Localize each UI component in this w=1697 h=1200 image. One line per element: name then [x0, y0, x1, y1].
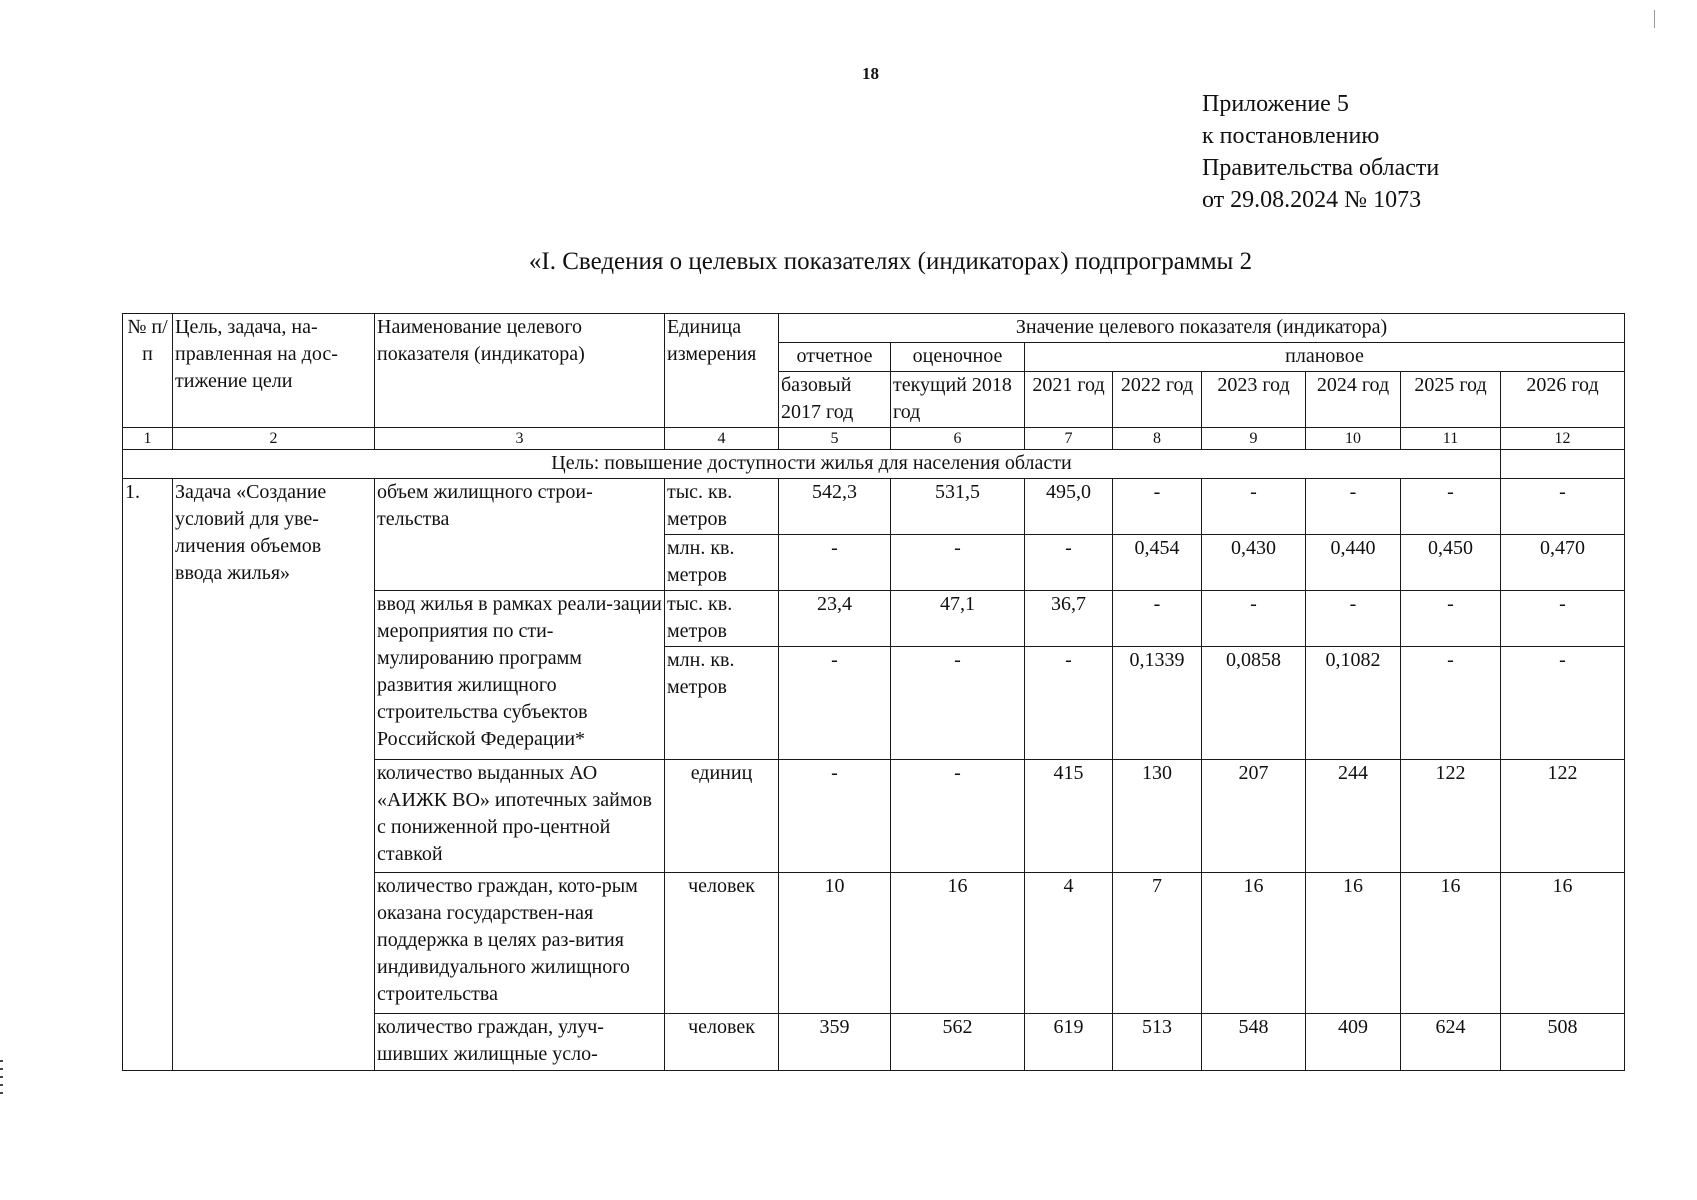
- header-value-group: Значение целевого показателя (индикатора): [779, 314, 1625, 343]
- value-cell: 359: [779, 1014, 891, 1071]
- header-year-2026: 2026 год: [1501, 372, 1625, 428]
- value-cell: -: [1202, 591, 1306, 647]
- header-planned: плановое: [1025, 343, 1625, 372]
- value-cell: 513: [1113, 1014, 1202, 1071]
- header-goal: Цель, задача, на-правленная на дос-тижение цели: [173, 314, 375, 428]
- column-number: 12: [1501, 428, 1625, 450]
- column-number: 6: [891, 428, 1025, 450]
- goal-row-empty-cell: [1501, 450, 1625, 479]
- table-title: [0, 248, 1697, 276]
- table-title-text: «I. Сведения о целевых показателях (индикаторах) подпрограммы 2: [528, 248, 1253, 275]
- value-cell: 16: [1501, 873, 1625, 1014]
- value-cell: 0,450: [1401, 535, 1501, 591]
- value-cell: 495,0: [1025, 479, 1113, 535]
- value-cell: 409: [1306, 1014, 1401, 1071]
- column-number: 1: [123, 428, 173, 450]
- table-row: [123, 479, 1625, 535]
- column-number: 11: [1401, 428, 1501, 450]
- column-number: 5: [779, 428, 891, 450]
- column-number-row: [123, 428, 1625, 450]
- value-cell: 122: [1401, 760, 1501, 873]
- value-cell: -: [1113, 591, 1202, 647]
- scan-margin-marks: [0, 1060, 3, 1100]
- value-cell: 542,3: [779, 479, 891, 535]
- value-cell: -: [891, 760, 1025, 873]
- value-cell: 0,1339: [1113, 647, 1202, 760]
- appendix-line: Правительства области: [1202, 155, 1440, 181]
- header-num: № п/п: [123, 314, 173, 428]
- value-cell: -: [779, 647, 891, 760]
- value-cell: -: [1501, 647, 1625, 760]
- value-cell: 130: [1113, 760, 1202, 873]
- value-cell: -: [1306, 479, 1401, 535]
- unit-cell: тыс. кв. метров: [665, 479, 779, 535]
- unit-cell: млн. кв. метров: [665, 535, 779, 591]
- value-cell: 548: [1202, 1014, 1306, 1071]
- value-cell: -: [1202, 479, 1306, 535]
- indicator-name: количество граждан, кото-рым оказана государствен-ная поддержка в целях раз-вития индивидуального жилищного строительства: [375, 873, 665, 1014]
- indicator-name: количество граждан, улуч-шивших жилищные усло-: [375, 1014, 665, 1071]
- appendix-line: Приложение 5: [1202, 91, 1349, 117]
- value-cell: 4: [1025, 873, 1113, 1014]
- value-cell: 244: [1306, 760, 1401, 873]
- indicator-name: количество выданных АО «АИЖК ВО» ипотечных займов с пониженной про-центной ставкой: [375, 760, 665, 873]
- value-cell: 0,454: [1113, 535, 1202, 591]
- indicator-name: объем жилищного строи-тельства: [375, 479, 665, 591]
- value-cell: -: [1401, 647, 1501, 760]
- value-cell: 10: [779, 873, 891, 1014]
- appendix-line: к постановлению: [1202, 123, 1380, 149]
- value-cell: 36,7: [1025, 591, 1113, 647]
- indicator-name: ввод жилья в рамках реали-зации мероприятия по сти-мулированию программ развития жилищного строительства субъектов Российской Федерации*: [375, 591, 665, 760]
- value-cell: 0,430: [1202, 535, 1306, 591]
- column-number: 7: [1025, 428, 1113, 450]
- column-number: 10: [1306, 428, 1401, 450]
- value-cell: -: [891, 535, 1025, 591]
- value-cell: 16: [1401, 873, 1501, 1014]
- unit-cell: единиц: [665, 760, 779, 873]
- appendix-line: от 29.08.2024 № 1073: [1202, 187, 1422, 213]
- value-cell: 562: [891, 1014, 1025, 1071]
- column-number: 3: [375, 428, 665, 450]
- value-cell: -: [779, 760, 891, 873]
- column-number: 2: [173, 428, 375, 450]
- header-year-2023: 2023 год: [1202, 372, 1306, 428]
- column-number: 4: [665, 428, 779, 450]
- value-cell: 415: [1025, 760, 1113, 873]
- value-cell: -: [1025, 535, 1113, 591]
- header-year-2022: 2022 год: [1113, 372, 1202, 428]
- value-cell: 624: [1401, 1014, 1501, 1071]
- value-cell: -: [1501, 591, 1625, 647]
- header-year-2024: 2024 год: [1306, 372, 1401, 428]
- unit-cell: человек: [665, 1014, 779, 1071]
- task-number: 1.: [123, 479, 173, 1071]
- indicators-table: [122, 313, 1625, 1071]
- value-cell: 619: [1025, 1014, 1113, 1071]
- header-year-2021: 2021 год: [1025, 372, 1113, 428]
- value-cell: 508: [1501, 1014, 1625, 1071]
- scan-edge-mark: [1654, 10, 1655, 28]
- goal-row: [123, 450, 1625, 479]
- page-number: 18: [862, 64, 879, 83]
- column-number: 9: [1202, 428, 1306, 450]
- value-cell: 23,4: [779, 591, 891, 647]
- unit-cell: млн. кв. метров: [665, 647, 779, 760]
- value-cell: 0,470: [1501, 535, 1625, 591]
- task-label: Задача «Создание условий для уве-личения объемов ввода жилья»: [173, 479, 375, 1071]
- value-cell: 16: [891, 873, 1025, 1014]
- value-cell: -: [891, 647, 1025, 760]
- value-cell: 7: [1113, 873, 1202, 1014]
- value-cell: -: [1025, 647, 1113, 760]
- value-cell: 0,0858: [1202, 647, 1306, 760]
- header-indicator: Наименование целевого показателя (индикатора): [375, 314, 665, 428]
- value-cell: -: [1306, 591, 1401, 647]
- value-cell: 0,440: [1306, 535, 1401, 591]
- header-base-year: базовый 2017 год: [779, 372, 891, 428]
- header-current-year: текущий 2018 год: [891, 372, 1025, 428]
- value-cell: -: [779, 535, 891, 591]
- value-cell: 16: [1306, 873, 1401, 1014]
- header-estimated: оценочное: [891, 343, 1025, 372]
- column-number: 8: [1113, 428, 1202, 450]
- value-cell: -: [1501, 479, 1625, 535]
- header-reported: отчетное: [779, 343, 891, 372]
- header-unit: Единица измерения: [665, 314, 779, 428]
- value-cell: 531,5: [891, 479, 1025, 535]
- value-cell: 47,1: [891, 591, 1025, 647]
- unit-cell: тыс. кв. метров: [665, 591, 779, 647]
- value-cell: 16: [1202, 873, 1306, 1014]
- value-cell: 207: [1202, 760, 1306, 873]
- unit-cell: человек: [665, 873, 779, 1014]
- value-cell: -: [1401, 479, 1501, 535]
- value-cell: -: [1401, 591, 1501, 647]
- header-year-2025: 2025 год: [1401, 372, 1501, 428]
- value-cell: 122: [1501, 760, 1625, 873]
- value-cell: -: [1113, 479, 1202, 535]
- goal-text: Цель: повышение доступности жилья для населения области: [123, 450, 1501, 479]
- appendix-note: [1202, 88, 1439, 216]
- value-cell: 0,1082: [1306, 647, 1401, 760]
